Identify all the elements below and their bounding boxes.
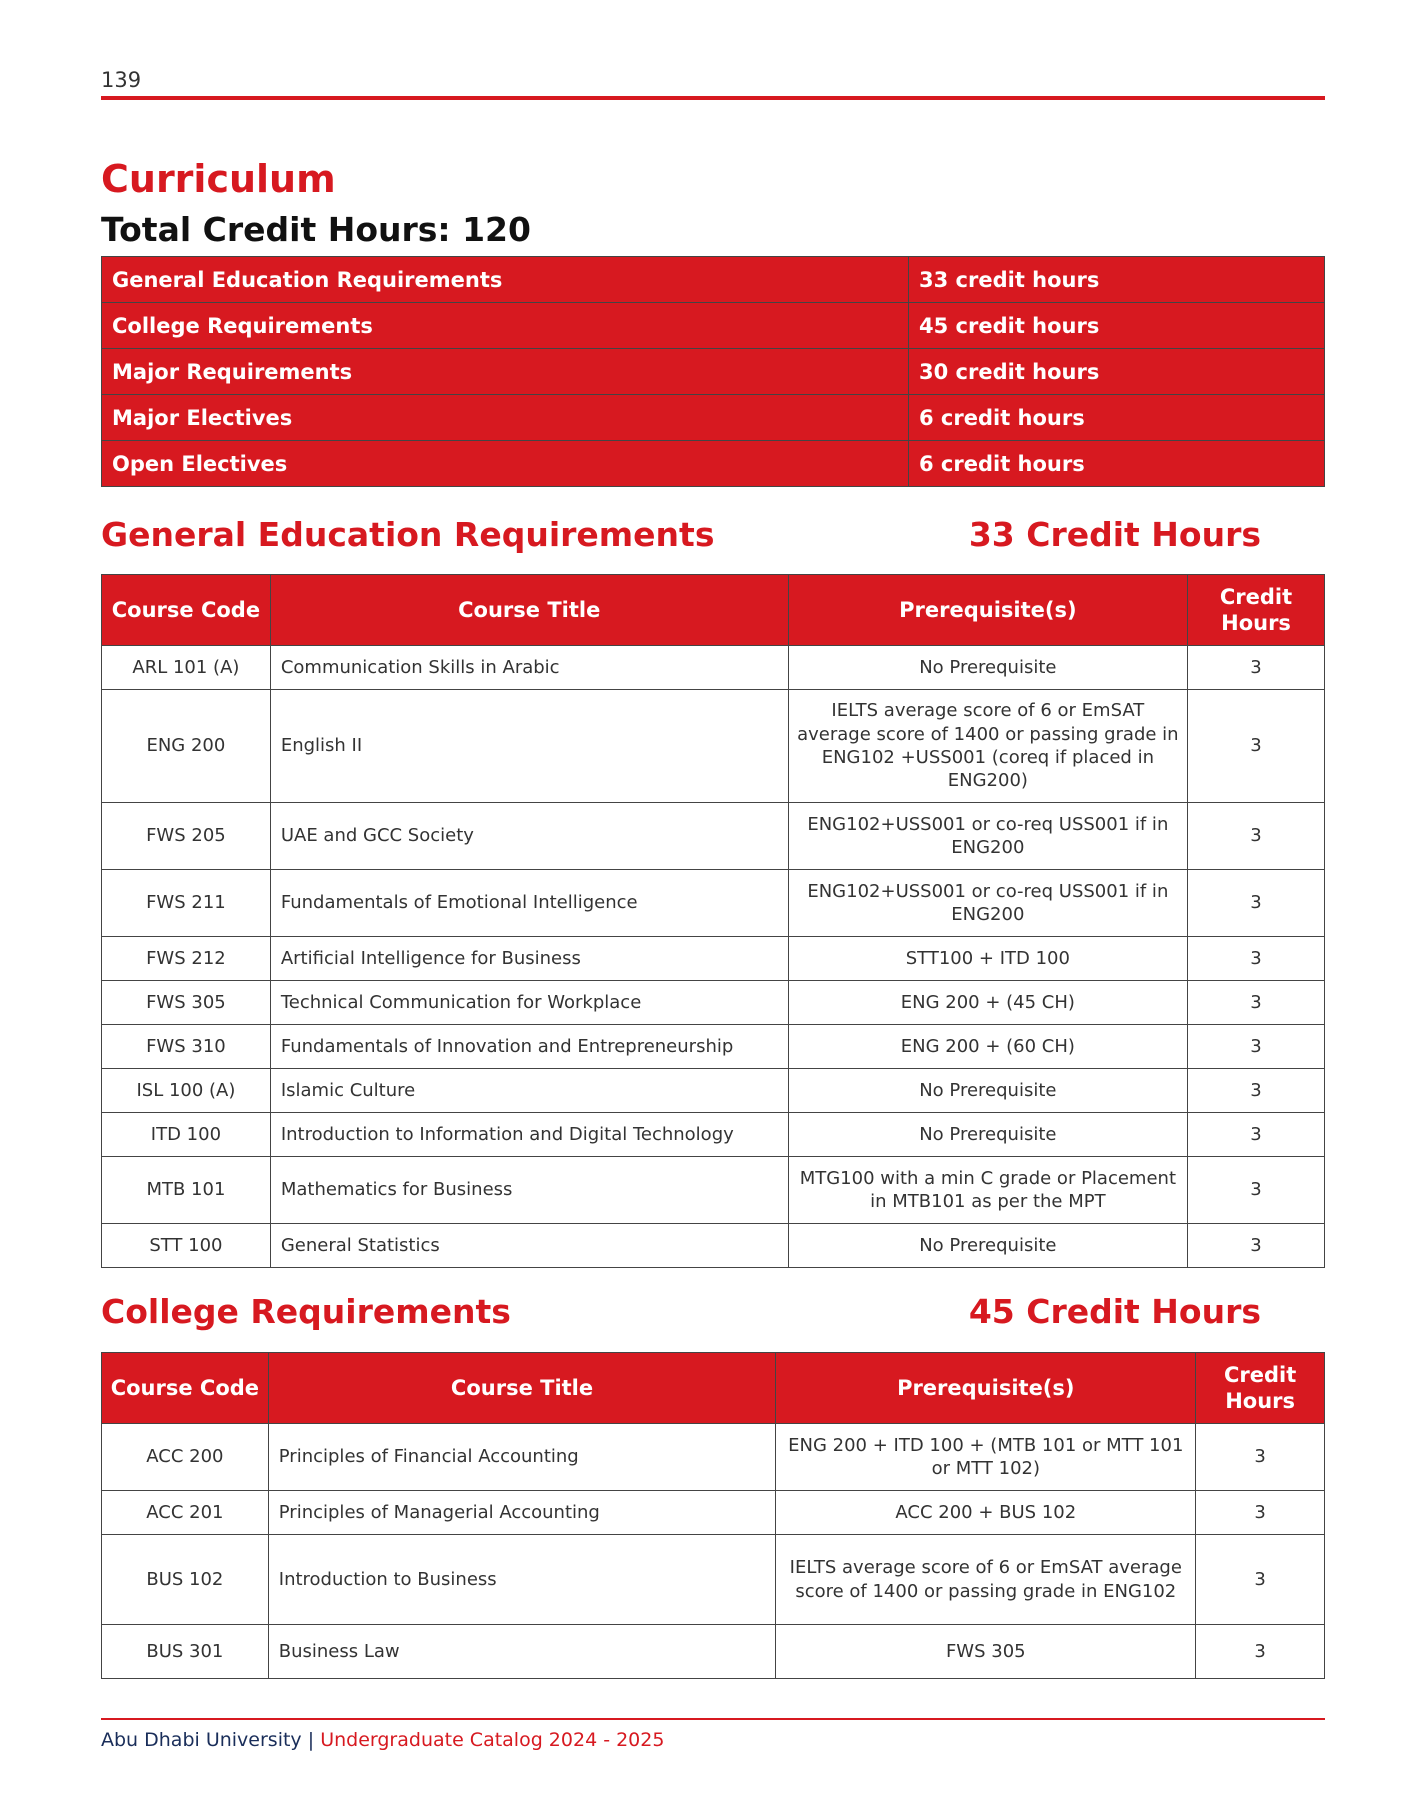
header-course-code: Course Code (102, 1353, 269, 1424)
general-education-credits: 33 Credit Hours (968, 515, 1261, 554)
summary-row (102, 303, 1325, 349)
course-code: MTB 101 (102, 1157, 271, 1224)
course-code: FWS 305 (102, 981, 271, 1025)
summary-hours: 45 credit hours (909, 303, 1325, 349)
course-credit: 3 (1196, 1424, 1325, 1491)
summary-row (102, 349, 1325, 395)
page-number: 139 (101, 68, 142, 92)
course-prerequisite: No Prerequisite (788, 646, 1187, 690)
course-credit: 3 (1188, 646, 1325, 690)
course-title: Artificial Intelligence for Business (270, 937, 788, 981)
course-code: ARL 101 (A) (102, 646, 271, 690)
summary-row (102, 395, 1325, 441)
summary-hours: 6 credit hours (909, 395, 1325, 441)
course-row (102, 937, 1325, 981)
course-credit: 3 (1188, 1157, 1325, 1224)
summary-hours: 33 credit hours (909, 257, 1325, 303)
course-code: FWS 212 (102, 937, 271, 981)
footer-divider (101, 1718, 1325, 1720)
course-credit: 3 (1188, 1069, 1325, 1113)
header-prerequisites: Prerequisite(s) (788, 575, 1187, 646)
course-prerequisite: FWS 305 (776, 1625, 1196, 1679)
summary-hours: 30 credit hours (909, 349, 1325, 395)
header-credit-hours: Credit Hours (1188, 575, 1325, 646)
header-course-title: Course Title (268, 1353, 776, 1424)
course-credit: 3 (1188, 1224, 1325, 1268)
header-course-code: Course Code (102, 575, 271, 646)
course-code: FWS 310 (102, 1025, 271, 1069)
course-row (102, 1025, 1325, 1069)
course-prerequisite: ENG 200 + ITD 100 + (MTB 101 or MTT 101 or MTT 102) (776, 1424, 1196, 1491)
course-row (102, 690, 1325, 803)
course-title: Business Law (268, 1625, 776, 1679)
course-code: STT 100 (102, 1224, 271, 1268)
course-title: UAE and GCC Society (270, 803, 788, 870)
course-credit: 3 (1188, 1113, 1325, 1157)
summary-label: Major Electives (102, 395, 909, 441)
course-row (102, 981, 1325, 1025)
course-prerequisite: STT100 + ITD 100 (788, 937, 1187, 981)
top-divider (101, 96, 1325, 100)
course-credit: 3 (1188, 981, 1325, 1025)
course-code: ACC 200 (102, 1424, 269, 1491)
college-title: College Requirements (101, 1292, 511, 1331)
college-table (101, 1352, 1325, 1679)
course-row (102, 1491, 1325, 1535)
credit-summary-table (101, 256, 1325, 487)
summary-hours: 6 credit hours (909, 441, 1325, 487)
course-credit: 3 (1196, 1491, 1325, 1535)
course-title: English II (270, 690, 788, 803)
course-title: Islamic Culture (270, 1069, 788, 1113)
course-row (102, 1625, 1325, 1679)
header-course-title: Course Title (270, 575, 788, 646)
general-education-table (101, 574, 1325, 1268)
footer-separator: | (307, 1729, 315, 1751)
course-prerequisite: MTG100 with a min C grade or Placement in MTB101 as per the MPT (788, 1157, 1187, 1224)
course-title: Communication Skills in Arabic (270, 646, 788, 690)
course-code: ISL 100 (A) (102, 1069, 271, 1113)
header-prerequisites: Prerequisite(s) (776, 1353, 1196, 1424)
course-code: FWS 205 (102, 803, 271, 870)
summary-row (102, 257, 1325, 303)
course-prerequisite: No Prerequisite (788, 1224, 1187, 1268)
course-title: Technical Communication for Workplace (270, 981, 788, 1025)
footer (101, 1729, 664, 1751)
college-credits: 45 Credit Hours (968, 1292, 1261, 1331)
course-row (102, 1535, 1325, 1625)
curriculum-title: Curriculum (101, 157, 336, 201)
footer-university: Abu Dhabi University (101, 1729, 302, 1751)
course-row (102, 646, 1325, 690)
course-code: BUS 301 (102, 1625, 269, 1679)
course-prerequisite: ENG 200 + (45 CH) (788, 981, 1187, 1025)
course-code: ITD 100 (102, 1113, 271, 1157)
course-title: General Statistics (270, 1224, 788, 1268)
course-title: Fundamentals of Emotional Intelligence (270, 870, 788, 937)
summary-label: Open Electives (102, 441, 909, 487)
course-prerequisite: IELTS average score of 6 or EmSAT average score of 1400 or passing grade in ENG102 (776, 1535, 1196, 1625)
course-prerequisite: ENG 200 + (60 CH) (788, 1025, 1187, 1069)
course-code: BUS 102 (102, 1535, 269, 1625)
course-title: Principles of Financial Accounting (268, 1424, 776, 1491)
total-credit-hours: Total Credit Hours: 120 (101, 210, 531, 249)
summary-label: General Education Requirements (102, 257, 909, 303)
course-code: FWS 211 (102, 870, 271, 937)
course-title: Introduction to Information and Digital Technology (270, 1113, 788, 1157)
course-code: ENG 200 (102, 690, 271, 803)
course-credit: 3 (1196, 1535, 1325, 1625)
course-credit: 3 (1188, 937, 1325, 981)
course-row (102, 1157, 1325, 1224)
course-prerequisite: IELTS average score of 6 or EmSAT average score of 1400 or passing grade in ENG102 +USS001 (coreq if placed in ENG200) (788, 690, 1187, 803)
course-credit: 3 (1188, 803, 1325, 870)
course-row (102, 803, 1325, 870)
summary-row (102, 441, 1325, 487)
course-row (102, 1069, 1325, 1113)
course-credit: 3 (1188, 690, 1325, 803)
general-education-title: General Education Requirements (101, 515, 715, 554)
course-prerequisite: No Prerequisite (788, 1069, 1187, 1113)
summary-label: College Requirements (102, 303, 909, 349)
general-education-heading (101, 515, 1261, 554)
course-row (102, 1424, 1325, 1491)
course-title: Mathematics for Business (270, 1157, 788, 1224)
course-prerequisite: ENG102+USS001 or co-req USS001 if in ENG200 (788, 870, 1187, 937)
course-prerequisite: ENG102+USS001 or co-req USS001 if in ENG200 (788, 803, 1187, 870)
course-title: Fundamentals of Innovation and Entrepreneurship (270, 1025, 788, 1069)
course-code: ACC 201 (102, 1491, 269, 1535)
course-row (102, 1224, 1325, 1268)
course-title: Introduction to Business (268, 1535, 776, 1625)
course-prerequisite: ACC 200 + BUS 102 (776, 1491, 1196, 1535)
course-row (102, 1113, 1325, 1157)
course-row (102, 870, 1325, 937)
college-heading (101, 1292, 1261, 1331)
summary-label: Major Requirements (102, 349, 909, 395)
course-credit: 3 (1188, 1025, 1325, 1069)
course-credit: 3 (1196, 1625, 1325, 1679)
course-credit: 3 (1188, 870, 1325, 937)
header-credit-hours: Credit Hours (1196, 1353, 1325, 1424)
course-prerequisite: No Prerequisite (788, 1113, 1187, 1157)
course-title: Principles of Managerial Accounting (268, 1491, 776, 1535)
footer-catalog: Undergraduate Catalog 2024 - 2025 (320, 1729, 665, 1751)
